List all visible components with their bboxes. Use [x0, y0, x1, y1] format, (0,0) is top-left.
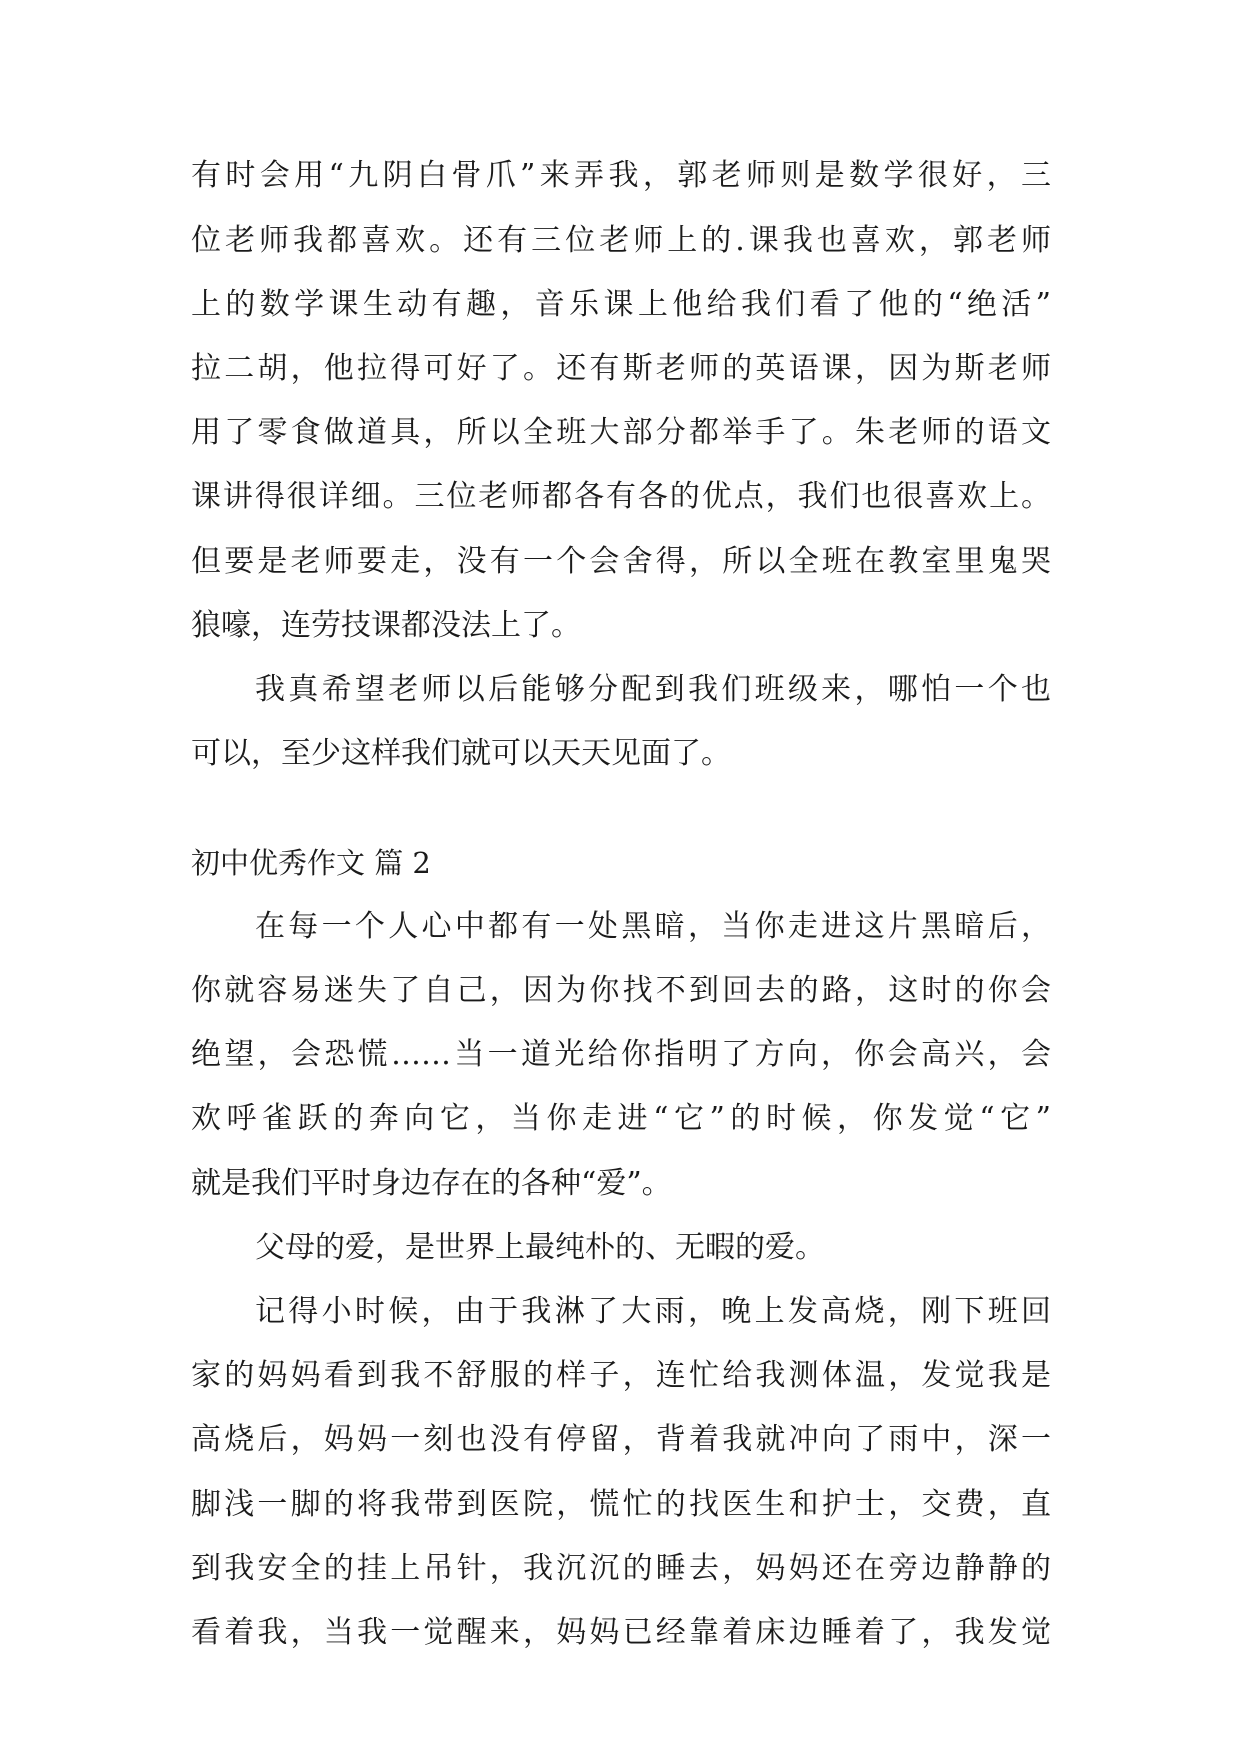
text-line: 狼嚎，连劳技课都没法上了。 — [191, 608, 581, 643]
text-line: 位老师我都喜欢。还有三位老师上的.课我也喜欢，郭老师 — [191, 223, 1051, 258]
text-line: 我真希望老师以后能够分配到我们班级来，哪怕一个也 — [255, 672, 1051, 707]
text-line: 脚浅一脚的将我带到医院，慌忙的找医生和护士，交费，直 — [191, 1487, 1051, 1522]
text-line: 到我安全的挂上吊针，我沉沉的睡去，妈妈还在旁边静静的 — [191, 1551, 1051, 1586]
section-heading: 初中优秀作文 篇 2 — [191, 846, 431, 880]
text-line: 绝望，会恐慌……当一道光给你指明了方向，你会高兴，会 — [191, 1037, 1051, 1072]
text-line: 记得小时候，由于我淋了大雨，晚上发高烧，刚下班回 — [255, 1294, 1051, 1329]
text-line: 可以，至少这样我们就可以天天见面了。 — [191, 736, 731, 771]
text-line: 课讲得很详细。三位老师都各有各的优点，我们也很喜欢上。 — [191, 479, 1051, 514]
text-line: 欢呼雀跃的奔向它，当你走进“它”的时候，你发觉“它” — [191, 1101, 1051, 1136]
text-line: 但要是老师要走，没有一个会舍得，所以全班在教室里鬼哭 — [191, 544, 1051, 579]
text-line: 就是我们平时身边存在的各种“爱”。 — [191, 1166, 672, 1201]
text-line: 拉二胡，他拉得可好了。还有斯老师的英语课，因为斯老师 — [191, 351, 1051, 386]
text-line: 你就容易迷失了自己，因为你找不到回去的路，这时的你会 — [191, 973, 1051, 1008]
text-line: 家的妈妈看到我不舒服的样子，连忙给我测体温，发觉我是 — [191, 1358, 1051, 1393]
text-line: 父母的爱，是世界上最纯朴的、无暇的爱。 — [255, 1230, 825, 1265]
text-line: 有时会用“九阴白骨爪”来弄我，郭老师则是数学很好，三 — [191, 158, 1051, 193]
text-line: 高烧后，妈妈一刻也没有停留，背着我就冲向了雨中，深一 — [191, 1422, 1051, 1457]
text-line: 上的数学课生动有趣，音乐课上他给我们看了他的“绝活” — [191, 287, 1051, 322]
text-line: 用了零食做道具，所以全班大部分都举手了。朱老师的语文 — [191, 415, 1051, 450]
text-line: 在每一个人心中都有一处黑暗，当你走进这片黑暗后， — [255, 909, 1051, 944]
text-line: 看着我，当我一觉醒来，妈妈已经靠着床边睡着了，我发觉 — [191, 1615, 1051, 1650]
